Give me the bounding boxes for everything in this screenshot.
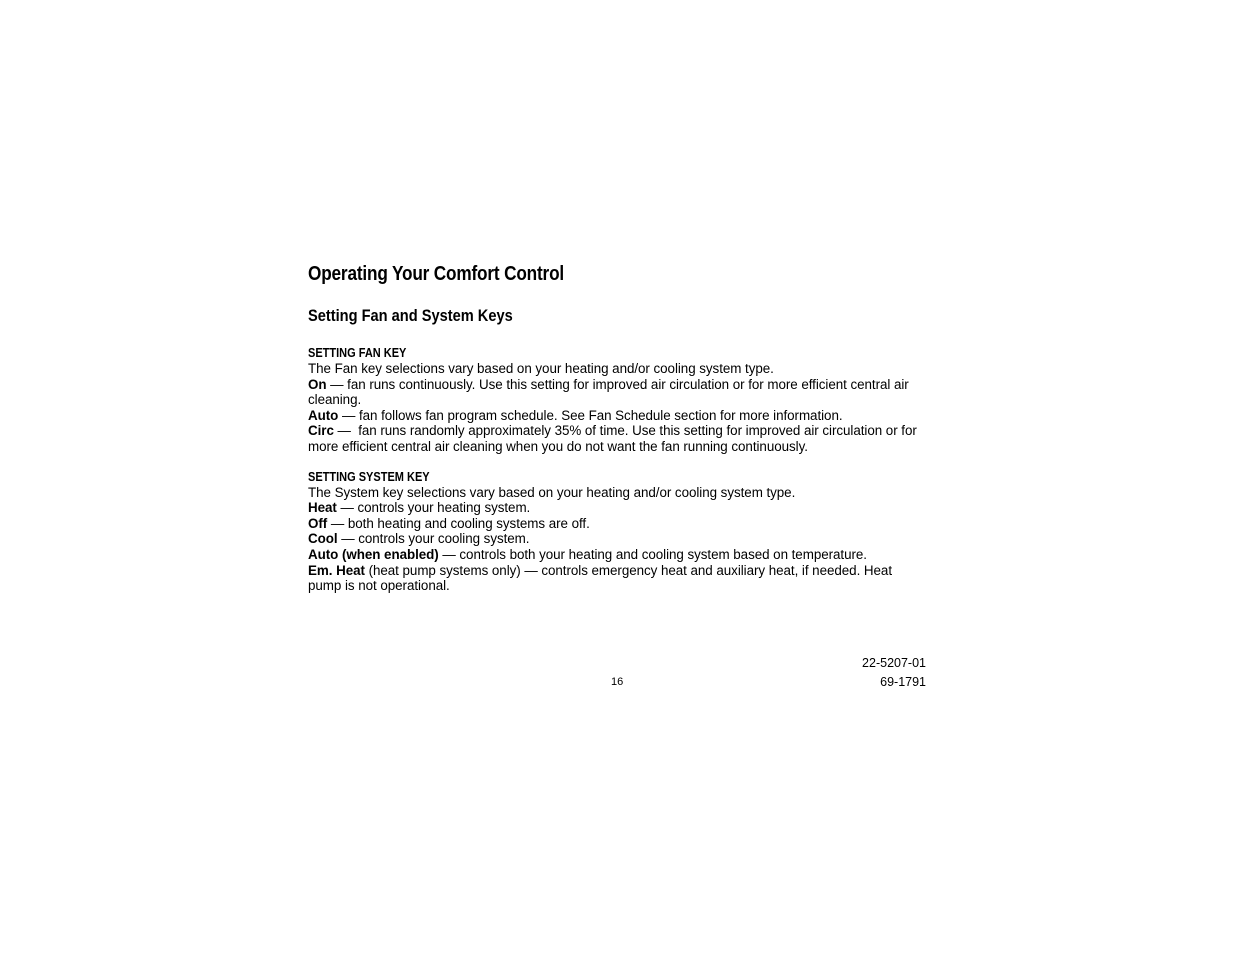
system-option-cool <box>308 531 928 547</box>
system-option-auto <box>308 547 928 563</box>
option-description: (heat pump systems only) — controls emergency heat and auxiliary heat, if needed. Heat pump is not operational. <box>308 562 892 594</box>
option-term: Auto <box>308 407 339 423</box>
option-description: — controls your cooling system. <box>337 531 530 547</box>
option-description: — controls both your heating and cooling system based on temperature. <box>438 546 867 562</box>
option-term: Circ <box>308 423 334 439</box>
page-number: 16 <box>611 676 624 688</box>
system-option-em-heat <box>308 563 928 594</box>
system-key-section <box>308 469 928 594</box>
fan-key-heading: SETTING FAN KEY <box>308 346 407 360</box>
option-description: — controls your heating system. <box>336 500 531 516</box>
option-description: — fan follows fan program schedule. See Fan Schedule section for more information. <box>338 407 843 423</box>
option-term: Em. Heat <box>308 562 365 578</box>
system-key-intro: The System key selections vary based on your heating and/or cooling system type. <box>308 484 796 500</box>
document-code-primary: 22-5207-01 <box>862 656 926 670</box>
option-term: Heat <box>308 500 337 516</box>
fan-key-section <box>308 345 928 455</box>
fan-key-intro: The Fan key selections vary based on your heating and/or cooling system type. <box>308 361 774 376</box>
fan-option-circ <box>308 423 928 454</box>
option-description: — both heating and cooling systems are off. <box>327 515 590 531</box>
fan-option-on <box>308 377 928 408</box>
document-code-secondary: 69-1791 <box>880 675 926 689</box>
page-content <box>308 260 928 594</box>
option-term: Auto (when enabled) <box>308 546 439 562</box>
option-term: Off <box>308 515 328 531</box>
page-title: Operating Your Comfort Control <box>308 263 565 285</box>
fan-option-auto <box>308 408 928 424</box>
document-codes <box>826 654 926 692</box>
system-key-heading: SETTING SYSTEM KEY <box>308 469 430 484</box>
system-option-off <box>308 516 928 532</box>
option-term: On <box>308 376 327 392</box>
option-description: — fan runs continuously. Use this setting for improved air circulation or for more efficient central air cleaning. <box>308 376 909 408</box>
option-description: — fan runs randomly approximately 35% of time. Use this setting for improved air circulation or for more efficient central air cleaning when you do not want the fan running continuously. <box>308 423 921 454</box>
option-term: Cool <box>308 531 338 547</box>
section-title: Setting Fan and System Keys <box>308 306 513 325</box>
system-option-heat <box>308 500 928 516</box>
